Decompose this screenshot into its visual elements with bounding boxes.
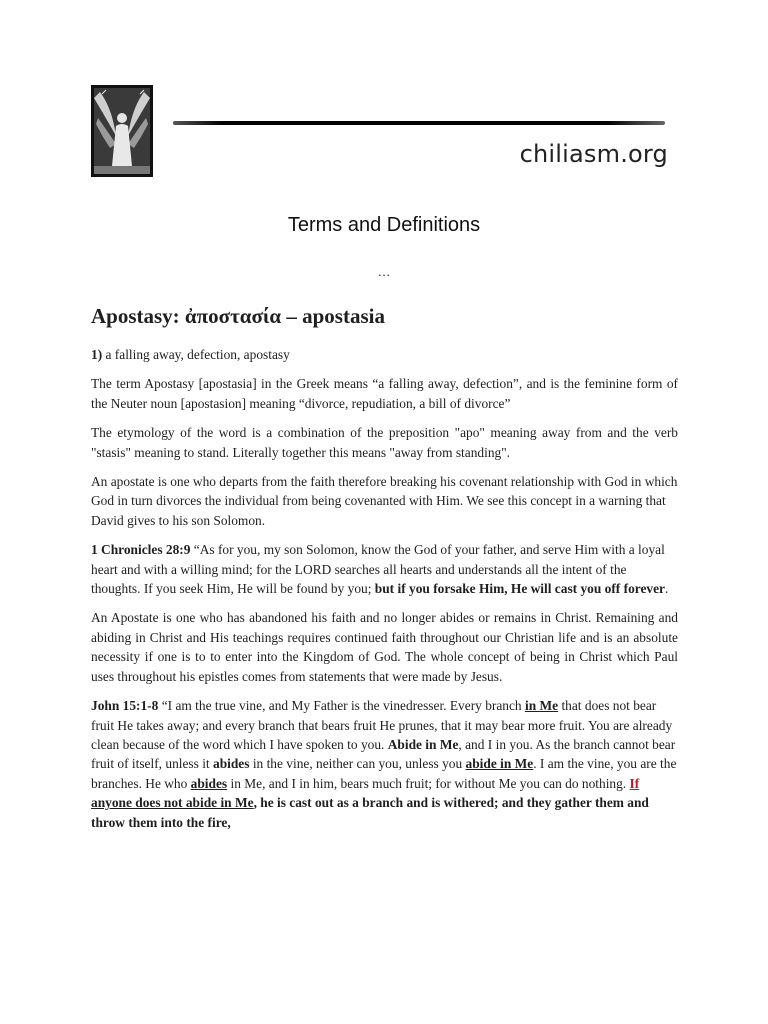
scripture-emphasis: abides xyxy=(213,756,250,772)
site-name[interactable]: chiliasm.org xyxy=(519,140,668,168)
definition-number: 1) xyxy=(91,347,103,362)
scripture-emphasis: , he is cast out as a branch and is withered; and they gather them and throw them into the fire, xyxy=(91,795,649,830)
scripture-emphasis: but if you forsake Him, He will cast you off forever xyxy=(374,581,665,597)
scripture-text: that does not bear fruit He takes away; and every branch that bears fruit He prunes, that it may bear more fruit. You are already clean because of the word which I have spoken to you. xyxy=(91,698,673,752)
scripture-underlined: anyone does not abide in Me xyxy=(91,795,254,811)
scripture-text: in Me, and I in him, bears much fruit; for without Me you can do nothing. xyxy=(227,775,630,791)
definition-line xyxy=(91,345,678,364)
term-heading: Apostasy: ἀποστασία – apostasia xyxy=(91,304,385,328)
document-body xyxy=(91,303,678,842)
scripture-john xyxy=(91,696,678,832)
scripture-text: “As for you, my son Solomon, know the God of your father, and serve Him with a loyal heart and with a willing mind; for the LORD searches all hearts and understands all the intent of the thoughts. If you seek Him, He will be found by you; xyxy=(91,542,665,597)
scripture-red-emphasis: If xyxy=(629,775,640,791)
paragraph-abiding: An Apostate is one who has abandoned his faith and no longer abides or remains in Christ. Remaining and abiding in Christ and His teachings requires continued faith throughout our Christian life and is an absolute necessity if one is to to enter into the Kingdom of God. The whole concept of being in Christ which Paul uses throughout his epistles comes from statements that were made by Jesus. xyxy=(91,610,678,684)
scripture-underlined: abide in Me xyxy=(465,756,534,772)
paragraph-apostate: An apostate is one who departs from the faith therefore breaking his covenant relationship with God in which God in turn divorces the individual from being covenanted with Him. We see this concept in a warning that David gives to his son Solomon. xyxy=(91,474,678,528)
title-ellipsis: … xyxy=(377,264,391,279)
scripture-end: . xyxy=(665,581,669,597)
paragraph-etymology: The etymology of the word is a combination of the preposition "apo" meaning away from and the verb "stasis" meaning to stand. Literally together this means "away from standing". xyxy=(91,425,678,460)
site-logo xyxy=(91,85,153,177)
scripture-text: in the vine, neither can you, unless you xyxy=(249,756,466,772)
scripture-chronicles xyxy=(91,540,678,598)
scripture-reference: John 15:1-8 xyxy=(91,698,159,714)
scripture-emphasis: Abide in Me xyxy=(387,736,459,752)
scripture-text: . I am the vine, you are the branches. He who xyxy=(91,756,677,791)
scripture-underlined: abides xyxy=(190,775,228,791)
scripture-text: , and I in you. As the branch cannot bear fruit of itself, unless it xyxy=(91,736,676,772)
angel-engraving-icon xyxy=(94,88,150,174)
paragraph-term-meaning: The term Apostasy [apostasia] in the Greek means “a falling away, defection”, and is the feminine form of the Neuter noun [apostasion] meaning “divorce, repudiation, a bill of divorce” xyxy=(91,376,678,411)
scripture-reference: 1 Chronicles 28:9 xyxy=(91,542,191,558)
page-title: Terms and Definitions xyxy=(287,214,481,236)
header-rule xyxy=(173,121,665,125)
scripture-text: “I am the true vine, and My Father is the vinedresser. Every branch xyxy=(158,698,525,714)
scripture-underlined: in Me xyxy=(524,698,559,714)
definition-text: a falling away, defection, apostasy xyxy=(102,347,290,362)
